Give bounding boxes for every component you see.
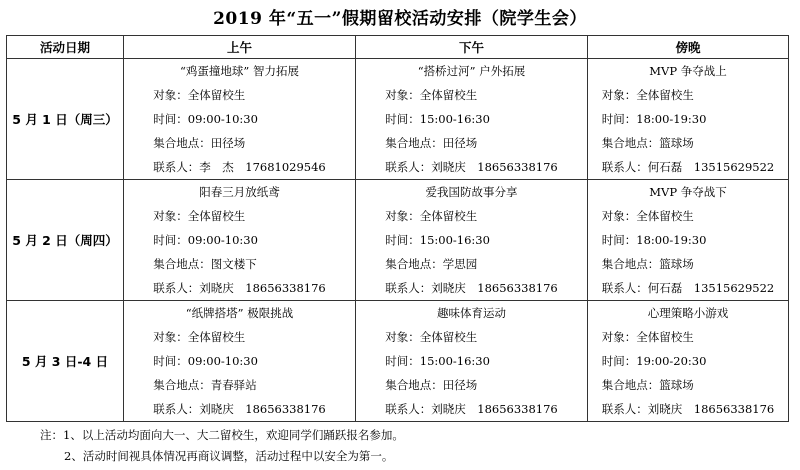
activity-detail: 联系人：何石磊 13515629522 (601, 281, 775, 295)
date-cell: 5 月 2 日（周四） (7, 180, 124, 301)
activity-detail: 联系人：刘晓庆 18656338176 (153, 402, 326, 416)
header-row (7, 36, 789, 59)
activity-detail: 时间：19:00-20:30 (601, 354, 707, 368)
activity-detail: 时间：09:00-10:30 (153, 354, 258, 368)
header-evening: 傍晚 (588, 36, 789, 59)
table-row (7, 180, 789, 301)
table-row (7, 59, 789, 180)
morning-activity-cell (124, 180, 356, 301)
activity-detail: 时间：15:00-16:30 (385, 112, 490, 126)
activity-detail: 联系人：刘晓庆 18656338176 (153, 281, 326, 295)
note-1: 注：1、以上活动均面向大一、大二留校生，欢迎同学们踊跃报名参加。 (40, 428, 404, 442)
activity-name: “搭桥过河” 户外拓展 (417, 64, 526, 78)
afternoon-activity-cell (356, 59, 588, 180)
activity-detail: 时间：18:00-19:30 (601, 112, 707, 126)
activity-detail: 联系人：刘晓庆 18656338176 (385, 402, 558, 416)
morning-activity-cell (124, 59, 356, 180)
activity-detail: 对象：全体留校生 (385, 88, 478, 102)
activity-detail: 对象：全体留校生 (153, 209, 246, 223)
activity-detail: 集合地点：篮球场 (601, 257, 694, 271)
afternoon-activity-cell (356, 180, 588, 301)
header-afternoon: 下午 (356, 36, 588, 59)
date-cell: 5 月 3 日-4 日 (7, 301, 124, 422)
activity-detail: 联系人：何石磊 13515629522 (601, 160, 775, 174)
schedule-table (6, 35, 789, 422)
activity-detail: 时间：15:00-16:30 (385, 354, 490, 368)
activity-detail: 集合地点：青春驿站 (153, 378, 257, 392)
activity-detail: 对象：全体留校生 (601, 209, 694, 223)
notes (40, 425, 404, 467)
page-title: 2019 年“五一”假期留校活动安排（院学生会） (213, 9, 587, 29)
activity-detail: 对象：全体留校生 (385, 330, 478, 344)
date-cell: 5 月 1 日（周三） (7, 59, 124, 180)
activity-detail: 集合地点：田径场 (153, 136, 246, 150)
evening-activity-cell (588, 301, 789, 422)
activity-detail: 联系人：李 杰 17681029546 (153, 160, 326, 174)
activity-name: 阳春三月放纸鸢 (199, 185, 280, 199)
activity-detail: 时间：15:00-16:30 (385, 233, 490, 247)
activity-name: MVP 争夺战下 (649, 185, 727, 199)
evening-activity-cell (588, 59, 789, 180)
activity-name: 心理策略小游戏 (647, 306, 729, 320)
morning-activity-cell (124, 301, 356, 422)
activity-detail: 集合地点：篮球场 (601, 378, 694, 392)
activity-name: MVP 争夺战上 (649, 64, 727, 78)
activity-detail: 对象：全体留校生 (153, 330, 246, 344)
activity-detail: 对象：全体留校生 (601, 330, 694, 344)
table-row (7, 301, 789, 422)
activity-name: 爱我国防故事分享 (425, 185, 518, 199)
note-2: 2、活动时间视具体情况再商议调整，活动过程中以安全为第一。 (64, 449, 394, 463)
activity-detail: 联系人：刘晓庆 18656338176 (385, 281, 558, 295)
activity-detail: 集合地点：田径场 (385, 136, 478, 150)
activity-detail: 对象：全体留校生 (601, 88, 694, 102)
header-morning: 上午 (124, 36, 356, 59)
activity-detail: 对象：全体留校生 (153, 88, 246, 102)
activity-name: “鸡蛋撞地球” 智力拓展 (180, 64, 299, 78)
activity-detail: 时间：09:00-10:30 (153, 112, 258, 126)
evening-activity-cell (588, 180, 789, 301)
activity-name: “纸牌搭塔” 极限挑战 (185, 306, 294, 320)
activity-detail: 对象：全体留校生 (385, 209, 478, 223)
activity-name: 趣味体育运动 (436, 306, 506, 320)
afternoon-activity-cell (356, 301, 588, 422)
header-date: 活动日期 (7, 36, 124, 59)
activity-detail: 时间：09:00-10:30 (153, 233, 258, 247)
activity-detail: 集合地点：学思园 (385, 257, 478, 271)
activity-detail: 时间：18:00-19:30 (601, 233, 707, 247)
activity-detail: 联系人：刘晓庆 18656338176 (385, 160, 558, 174)
activity-detail: 集合地点：图文楼下 (153, 257, 257, 271)
activity-detail: 集合地点：篮球场 (601, 136, 694, 150)
activity-detail: 联系人：刘晓庆 18656338176 (601, 402, 775, 416)
activity-detail: 集合地点：田径场 (385, 378, 478, 392)
